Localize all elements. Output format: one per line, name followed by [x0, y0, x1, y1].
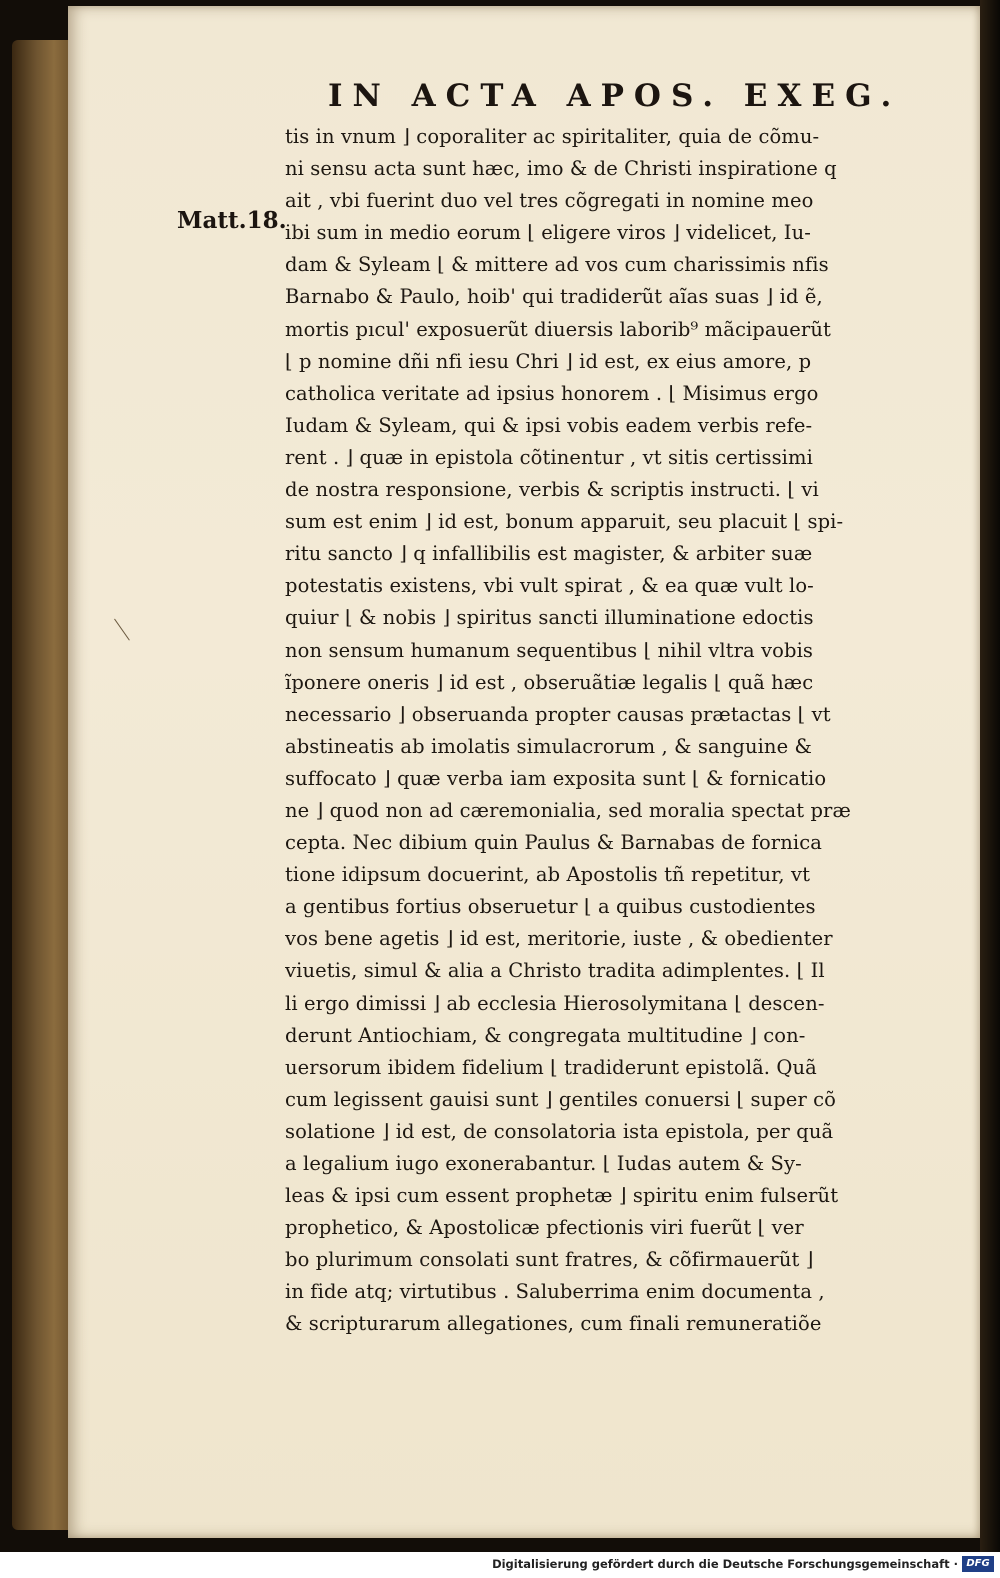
text-line: cum legissent gauisi sunt ⌋ gentiles conuersi ⌊ super cõ	[285, 1087, 837, 1111]
footer-bar	[0, 1552, 1000, 1578]
text-line: non sensum humanum sequentibus ⌊ nihil vltra vobis	[285, 638, 814, 662]
text-line: tione idipsum docuerint, ab Apostolis tñ repetitur, vt	[285, 863, 811, 887]
text-line: uersorum ibidem fidelium ⌊ tradiderunt epistolã. Quã	[285, 1055, 817, 1079]
text-line: a gentibus fortius obseruetur ⌊ a quibus custodientes	[285, 895, 816, 919]
text-line: & scripturarum allegationes, cum finali remuneratiõe	[285, 1312, 822, 1336]
text-line: dam & Syleam ⌊ & mittere ad vos cum charissimis nfis	[285, 253, 829, 277]
text-line: de nostra responsione, verbis & scriptis instructi. ⌊ vi	[285, 478, 819, 502]
text-line: ritu sancto ⌋ q infallibilis est magister, & arbiter suæ	[285, 542, 813, 566]
body-text	[285, 121, 955, 1341]
text-line: a legalium iugo exonerabantur. ⌊ Iudas autem & Sy-	[285, 1152, 802, 1175]
text-line: rent . ⌋ quæ in epistola cõtinentur , vt sitis certissimi	[285, 445, 813, 469]
text-line: suffocato ⌋ quæ verba iam exposita sunt ⌊ & fornicatio	[285, 766, 827, 790]
text-line: Barnabo & Paulo, hoib' qui tradiderũt aĩas suas ⌋ id ẽ,	[285, 285, 823, 309]
text-line: ĩponere oneris ⌋ id est , obseruãtiæ legalis ⌊ quã hæc	[285, 670, 814, 694]
text-line: ⌊ p nomine dñi nfi iesu Chri ⌋ id est, ex eius amore, p	[285, 349, 812, 373]
text-line: viuetis, simul & alia a Christo tradita adimplentes. ⌊ Il	[285, 959, 825, 983]
page-right-edge	[980, 0, 1000, 1552]
text-line: bo plurimum consolati sunt fratres, & cõfirmauerũt ⌋	[285, 1248, 814, 1272]
text-line: in fide atq; virtutibus . Saluberrima enim documenta ,	[285, 1280, 825, 1304]
text-line: catholica veritate ad ipsius honorem . ⌊ Misimus ergo	[285, 381, 819, 405]
text-line: quiur ⌊ & nobis ⌋ spiritus sancti illuminatione edoctis	[285, 606, 814, 630]
running-head: IN ACTA APOS. EXEG.	[328, 78, 902, 114]
text-line: ne ⌋ quod non ad cæremonialia, sed moralia spectat præ	[285, 798, 851, 822]
text-line: prophetico, & Apostolicæ pfectionis viri fuerũt ⌊ ver	[285, 1216, 804, 1240]
funding-notice: Digitalisierung gefördert durch die Deutsche Forschungsgemeinschaft ·	[492, 1557, 958, 1571]
dfg-logo: DFG	[962, 1556, 994, 1572]
text-line: vos bene agetis ⌋ id est, meritorie, iuste , & obedienter	[285, 927, 833, 951]
text-line: abstineatis ab imolatis simulacrorum , & sanguine &	[285, 734, 812, 758]
text-line: derunt Antiochiam, & congregata multitudine ⌋ con-	[285, 1023, 806, 1047]
text-line: sum est enim ⌋ id est, bonum apparuit, seu placuit ⌊ spi-	[285, 510, 844, 534]
text-line: Iudam & Syleam, qui & ipsi vobis eadem verbis refe-	[285, 413, 813, 437]
text-line: mortis pıcul' exposuerũt diuersis laborib⁹ mãcipauerũt	[285, 317, 831, 341]
text-line: cepta. Nec dibium quin Paulus & Barnabas de fornica	[285, 831, 822, 855]
text-line: potestatis existens, vbi vult spirat , & ea quæ vult lo-	[285, 574, 814, 598]
text-line: necessario ⌋ obseruanda propter causas prætactas ⌊ vt	[285, 702, 831, 726]
text-line: ibi sum in medio eorum ⌊ eligere viros ⌋ videlicet, Iu-	[285, 221, 811, 245]
text-line: tis in vnum ⌋ coporaliter ac spiritaliter, quia de cõmu-	[285, 125, 820, 148]
text-line: ait , vbi fuerint duo vel tres cõgregati in nomine meo	[285, 189, 814, 213]
margin-note: Matt.18.	[177, 207, 287, 234]
text-line: leas & ipsi cum essent prophetæ ⌋ spiritu enim fulserũt	[285, 1184, 839, 1208]
text-line: ni sensu acta sunt hæc, imo & de Christi inspiratione q	[285, 157, 837, 181]
text-line: li ergo dimissi ⌋ ab ecclesia Hierosolymitana ⌊ descen-	[285, 991, 825, 1015]
text-line: solatione ⌋ id est, de consolatoria ista epistola, per quã	[285, 1119, 834, 1143]
